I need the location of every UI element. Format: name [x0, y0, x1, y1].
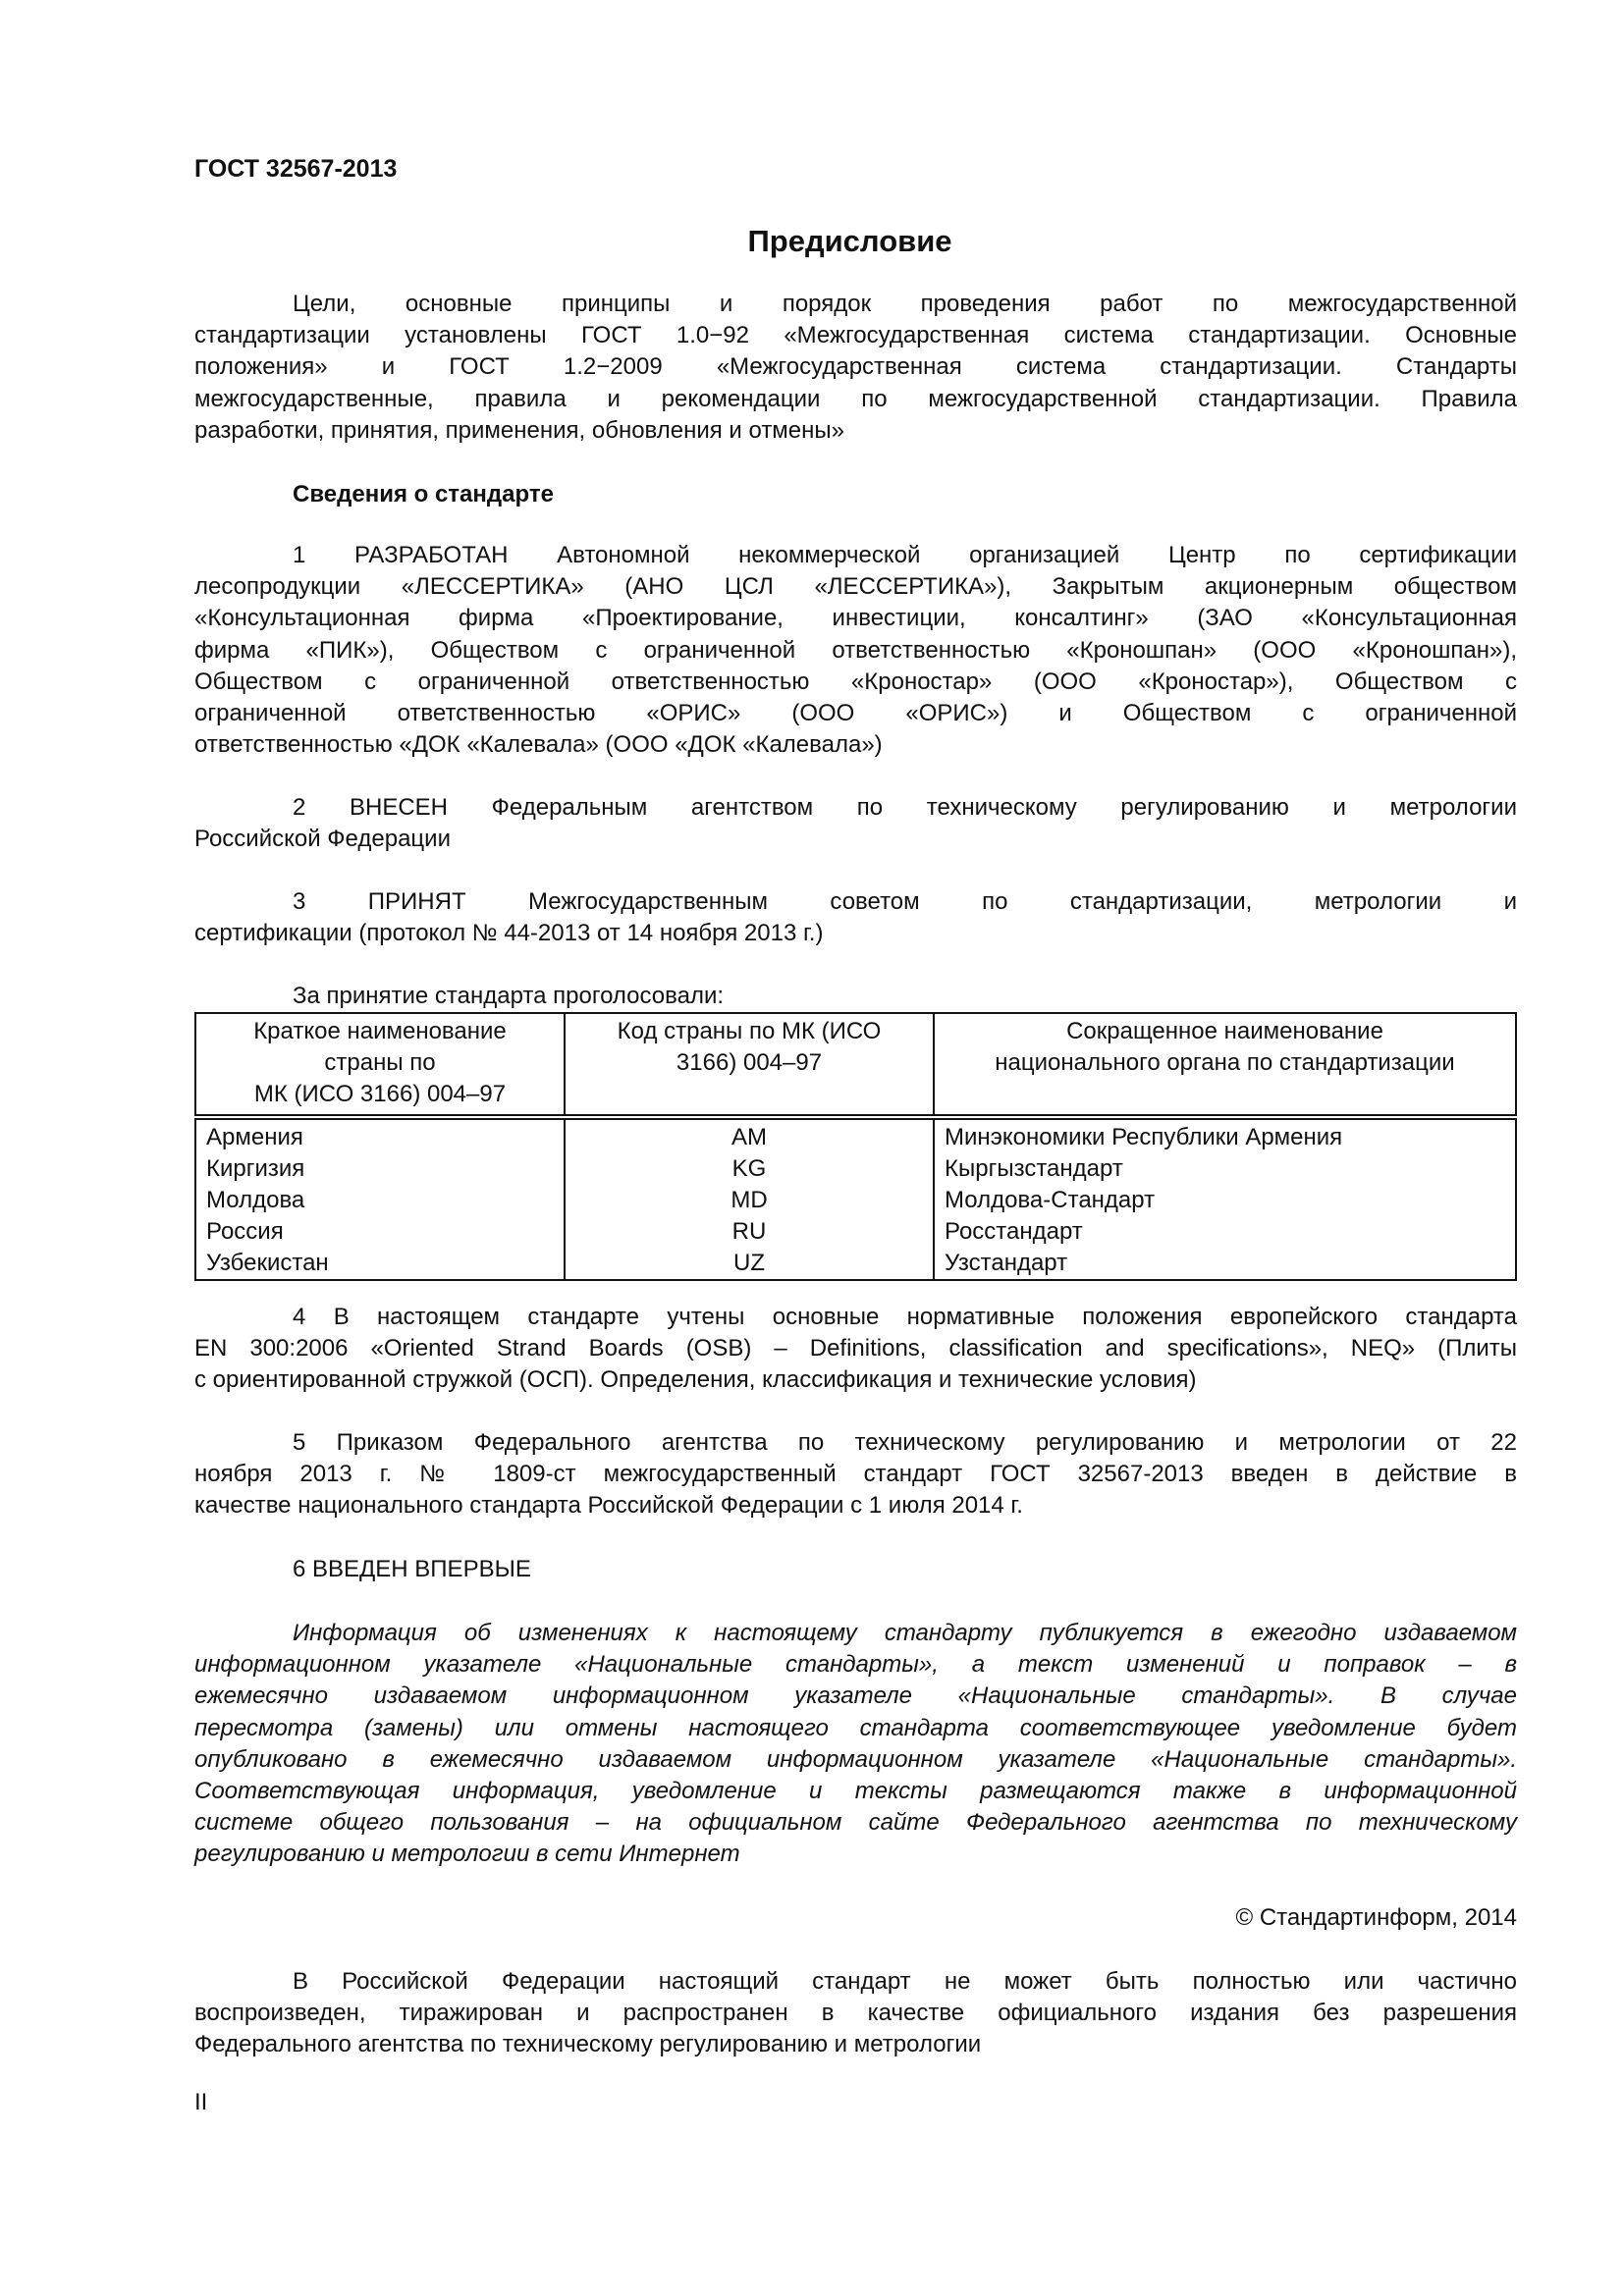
- page-number: II: [194, 2089, 208, 2115]
- text-line: В Российской Федерации настоящий стандарт не может быть полностью или частично: [293, 1968, 1517, 1995]
- text-line: пересмотра (замены) или отмены настоящего стандарта соответствующее уведомление будет: [194, 1714, 1517, 1741]
- copyright-notice: © Стандартинформ, 2014: [1235, 1904, 1517, 1931]
- text-line: ежемесячно издаваемом информационном указателе «Национальные стандарты». В случае: [194, 1682, 1517, 1710]
- text-line: системе общего пользования – на официальном сайте Федерального агентства по техническому: [194, 1809, 1517, 1837]
- cell-country: Молдова: [195, 1185, 565, 1216]
- header-country-name: Краткое наименование страны по МК (ИСО 3166) 004–97: [195, 1013, 565, 1117]
- intro-paragraph: [194, 289, 1517, 447]
- table-header-row: [195, 1013, 1516, 1117]
- text-line: Соответствующая информация, уведомление и тексты размещаются также в информационной: [194, 1777, 1517, 1804]
- text-line: с ориентированной стружкой (ОСП). Определения, классификация и технические условия): [194, 1366, 1197, 1394]
- table-row: [195, 1248, 1516, 1280]
- vote-caption: За принятие стандарта проголосовали:: [293, 983, 725, 1009]
- text-line: межгосударственные, правила и рекомендации по межгосударственной стандартизации. Правила: [194, 385, 1517, 412]
- item-4-en-standard: [194, 1302, 1517, 1397]
- document-id-header: ГОСТ 32567-2013: [194, 155, 398, 183]
- cell-country: Узбекистан: [195, 1248, 565, 1280]
- text-line: лесопродукции «ЛЕССЕРТИКА» (АНО ЦСЛ «ЛЕССЕРТИКА»), Закрытым акционерным обществом: [194, 573, 1517, 601]
- text-line: положения» и ГОСТ 1.2−2009 «Межгосударственная система стандартизации. Стандарты: [194, 353, 1517, 381]
- text-line: разработки, принятия, применения, обновления и отмены»: [194, 416, 845, 444]
- cell-country: Россия: [195, 1216, 565, 1248]
- text-line: Информация об изменениях к настоящему стандарту публикуется в ежегодно издаваемом: [293, 1620, 1517, 1646]
- text-line: регулированию и метрологии в сети Интернет: [194, 1841, 740, 1868]
- changes-info-paragraph: [194, 1618, 1517, 1871]
- cell-country: Киргизия: [195, 1153, 565, 1185]
- item-1-developed-by: [194, 540, 1517, 761]
- header-standards-body: Сокращенное наименование национального органа по стандартизации: [934, 1013, 1516, 1117]
- cell-body: Узстандарт: [934, 1248, 1516, 1280]
- section-subheading: Сведения о стандарте: [293, 481, 554, 507]
- vote-table: [194, 1012, 1517, 1281]
- text-line: стандартизации установлены ГОСТ 1.0−92 «Межгосударственная система стандартизации. Основные: [194, 322, 1517, 349]
- text-line: сертификации (протокол № 44-2013 от 14 ноября 2013 г.): [194, 920, 824, 947]
- item-3-adopted-by: [194, 886, 1517, 949]
- text-line: 5 Приказом Федерального агентства по техническому регулированию и метрологии от 22: [293, 1429, 1517, 1456]
- cell-code: RU: [565, 1216, 934, 1248]
- table-row: [195, 1117, 1516, 1153]
- text-line: 2 ВНЕСЕН Федеральным агентством по техническому регулированию и метрологии: [293, 794, 1517, 821]
- text-line: Обществом с ограниченной ответственностью «Кроностар» (ООО «Кроностар»), Обществом с: [194, 667, 1517, 695]
- text-line: качестве национального стандарта Российской Федерации с 1 июля 2014 г.: [194, 1492, 1023, 1520]
- text-line: ограниченной ответственностью «ОРИС» (ООО «ОРИС») и Обществом с ограниченной: [194, 699, 1517, 726]
- cell-code: UZ: [565, 1248, 934, 1280]
- cell-country: Армения: [195, 1117, 565, 1153]
- text-line: 4 В настоящем стандарте учтены основные нормативные положения европейского стандарта: [293, 1304, 1517, 1330]
- text-line: Федерального агентства по техническому регулированию и метрологии: [194, 2031, 982, 2058]
- cell-code: KG: [565, 1153, 934, 1185]
- text-line: опубликовано в ежемесячно издаваемом информационном указателе «Национальные стандарты».: [194, 1745, 1517, 1773]
- page-title: Предисловие: [747, 224, 952, 258]
- cell-code: AM: [565, 1117, 934, 1153]
- table-row: [195, 1153, 1516, 1185]
- cell-body: Молдова-Стандарт: [934, 1185, 1516, 1216]
- header-country-code: Код страны по МК (ИСО 3166) 004–97: [565, 1013, 934, 1117]
- table-row: [195, 1216, 1516, 1248]
- text-line: EN 300:2006 «Oriented Strand Boards (OSB) – Definitions, classification and specifications», NEQ» (Плиты: [194, 1335, 1517, 1362]
- cell-body: Росстандарт: [934, 1216, 1516, 1248]
- text-line: 1 РАЗРАБОТАН Автономной некоммерческой организацией Центр по сертификации: [293, 542, 1517, 568]
- item-2-introduced-by: [194, 792, 1517, 855]
- vote-table-container: [194, 1012, 1517, 1281]
- text-line: Российской Федерации: [194, 826, 451, 853]
- table-row: [195, 1185, 1516, 1216]
- item-6-first-introduced: 6 ВВЕДЕН ВПЕРВЫЕ: [293, 1556, 531, 1582]
- text-line: 3 ПРИНЯТ Межгосударственным советом по стандартизации, метрологии и: [293, 888, 1517, 915]
- text-line: информационном указателе «Национальные стандарты», а текст изменений и поправок – в: [194, 1651, 1517, 1679]
- item-5-order: [194, 1427, 1517, 1522]
- rights-paragraph: [194, 1966, 1517, 2061]
- cell-body: Минэкономики Республики Армения: [934, 1117, 1516, 1153]
- text-line: «Консультационная фирма «Проектирование, инвестиции, консалтинг» (ЗАО «Консультационная: [194, 605, 1517, 632]
- text-line: ноября 2013 г. № 1809-ст межгосударственный стандарт ГОСТ 32567-2013 введен в действие в: [194, 1461, 1517, 1488]
- text-line: Цели, основные принципы и порядок проведения работ по межгосударственной: [293, 291, 1517, 317]
- text-line: воспроизведен, тиражирован и распространен в качестве официального издания без разрешения: [194, 2000, 1517, 2027]
- cell-body: Кыргызстандарт: [934, 1153, 1516, 1185]
- text-line: ответственностью «ДОК «Калевала» (ООО «ДОК «Калевала»): [194, 731, 883, 759]
- cell-code: MD: [565, 1185, 934, 1216]
- text-line: фирма «ПИК»), Обществом с ограниченной ответственностью «Кроношпан» (ООО «Кроношпан»),: [194, 636, 1517, 664]
